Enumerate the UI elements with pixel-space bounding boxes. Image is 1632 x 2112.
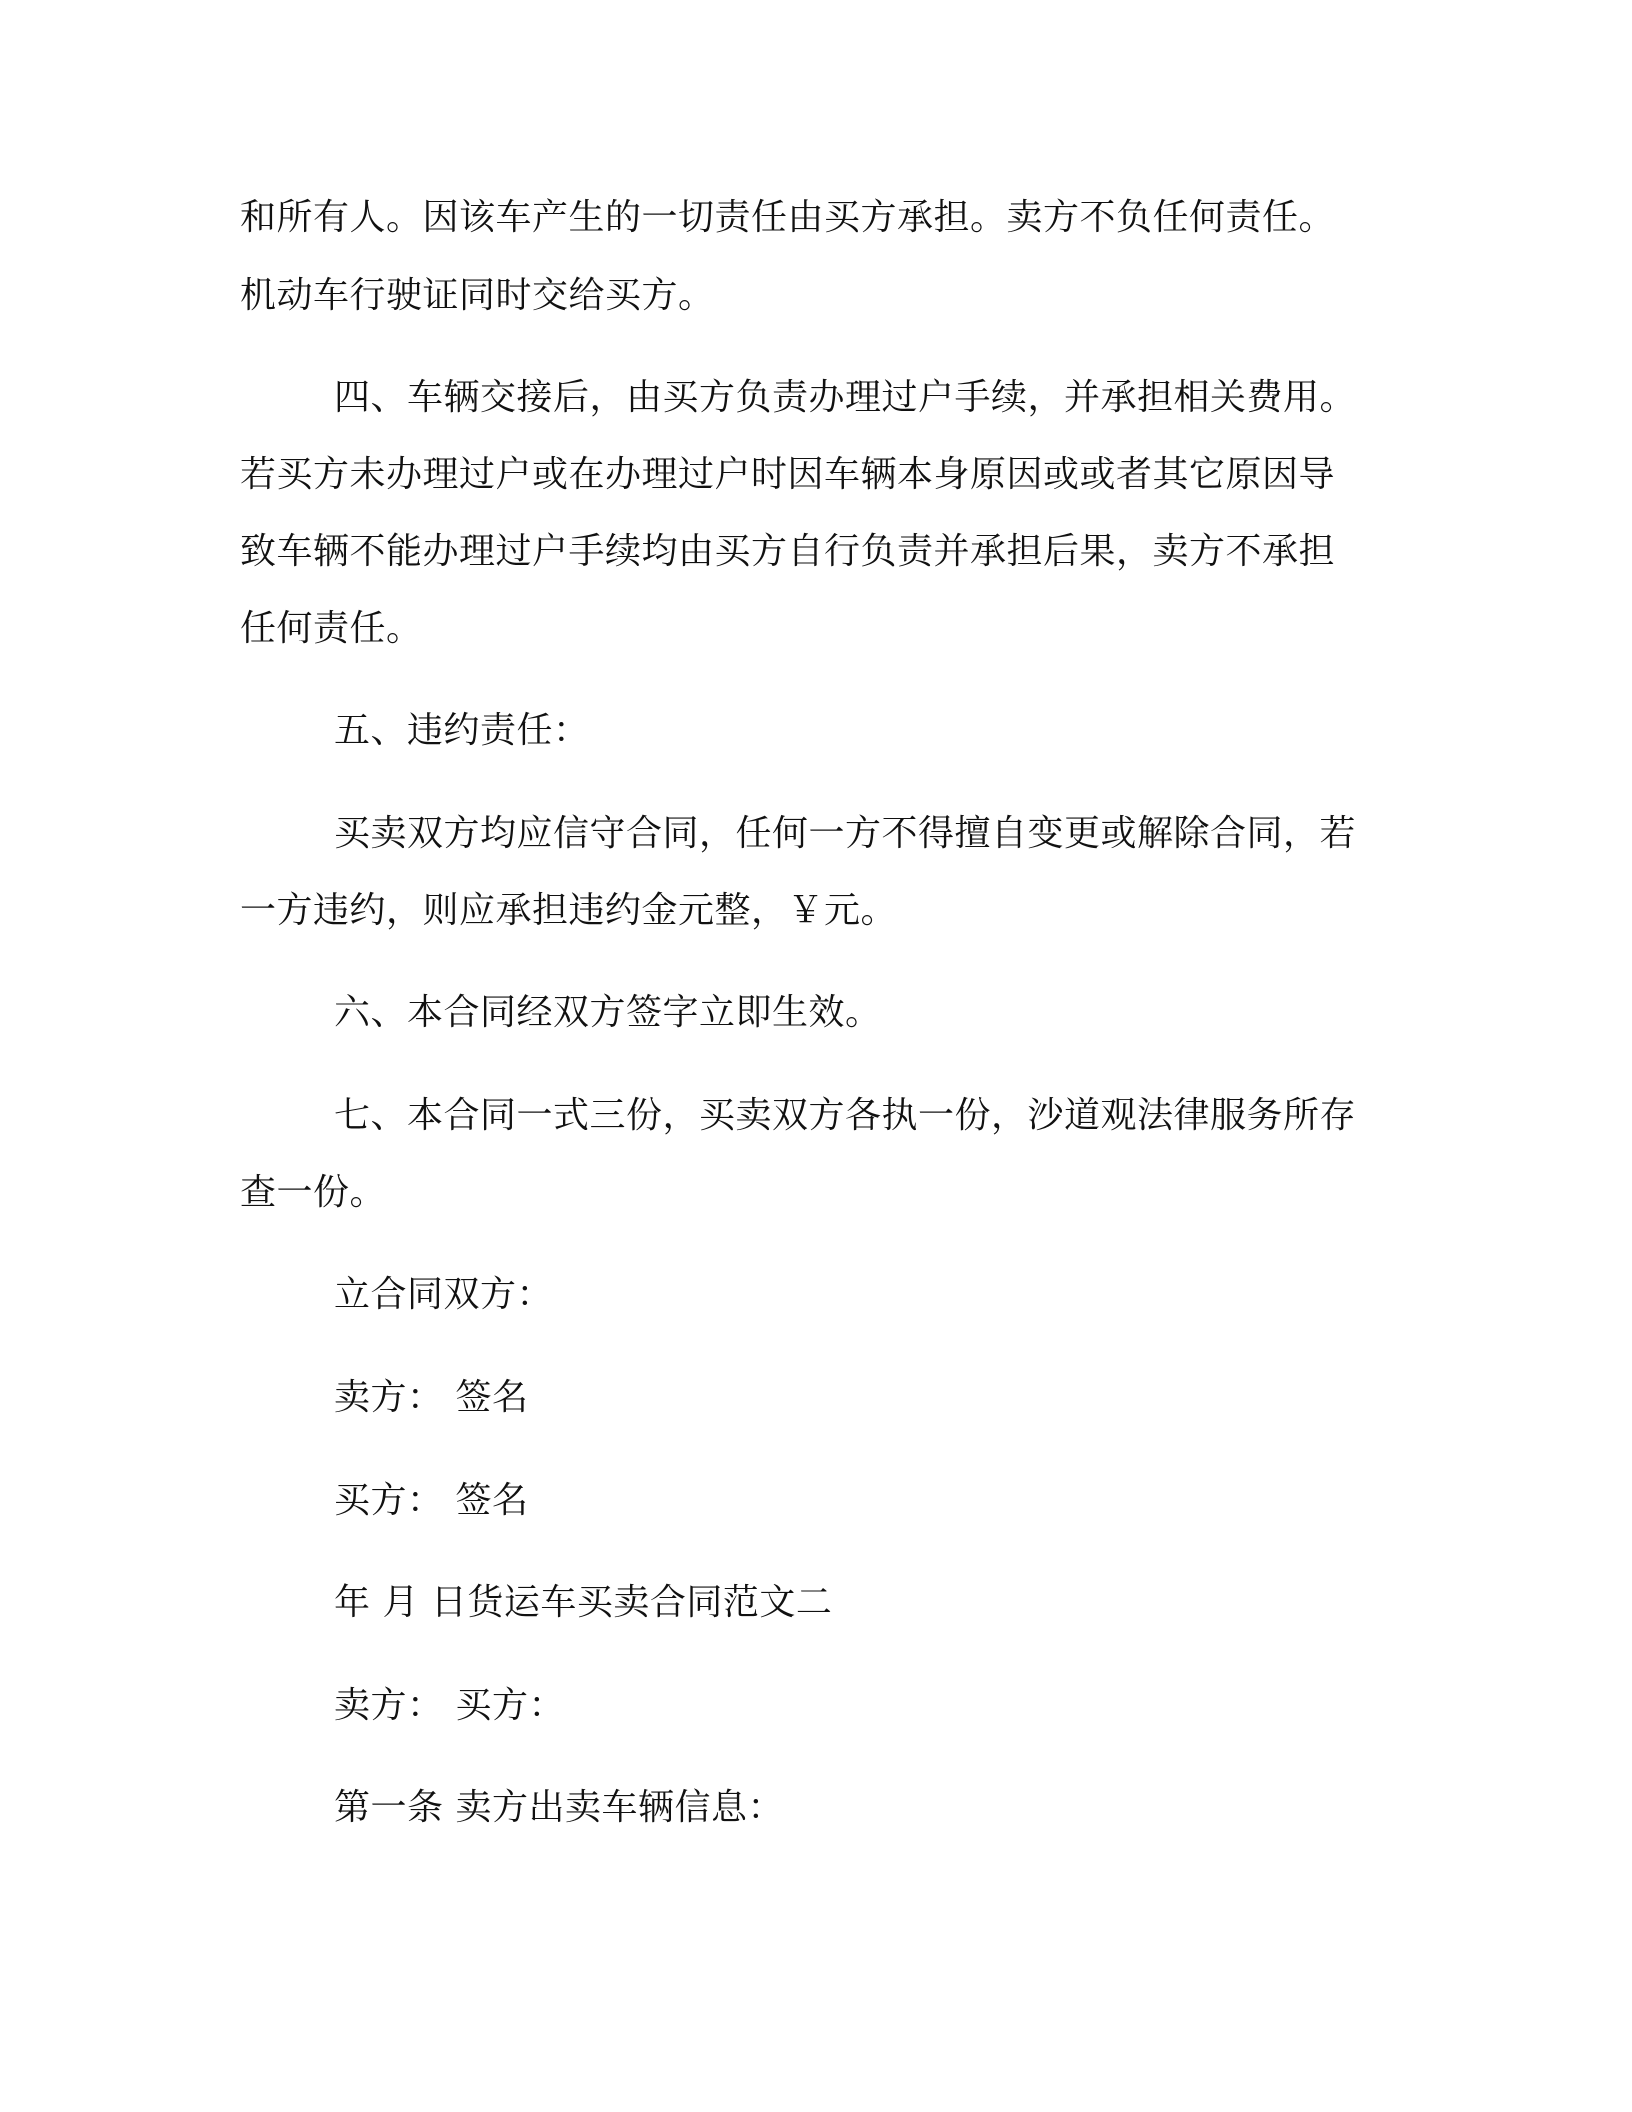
date-and-title-line: 年 月 日货运车买卖合同范文二 — [334, 1582, 833, 1623]
clause-7-line: 七、本合同一式三份，买卖双方各执一份，沙道观法律服务所存 — [334, 1095, 1357, 1136]
clause-5-heading: 五、违约责任： — [334, 710, 590, 751]
body-text-line: 任何责任。 — [240, 608, 423, 649]
body-text-line: 致车辆不能办理过户手续均由买方自行负责并承担后果，卖方不承担 — [240, 531, 1336, 572]
clause-6-line: 六、本合同经双方签字立即生效。 — [334, 992, 882, 1033]
body-text-line: 机动车行驶证同时交给买方。 — [240, 275, 715, 316]
body-text-line: 查一份。 — [240, 1172, 387, 1213]
buyer-signature-line: 买方： 签名 — [334, 1480, 529, 1521]
article-1-heading: 第一条 卖方出卖车辆信息： — [334, 1787, 784, 1828]
body-text-line: 若买方未办理过户或在办理过户时因车辆本身原因或或者其它原因导 — [240, 454, 1336, 495]
clause-4-line: 四、车辆交接后，由买方负责办理过户手续，并承担相关费用。 — [334, 377, 1357, 418]
parties-heading: 立合同双方： — [334, 1274, 554, 1315]
body-text-line: 和所有人。因该车产生的一切责任由买方承担。卖方不负任何责任。 — [240, 197, 1336, 238]
body-text-line: 一方违约，则应承担违约金元整，￥元。 — [240, 890, 898, 931]
parties-line: 卖方： 买方： — [334, 1685, 565, 1726]
body-text-line: 买卖双方均应信守合同，任何一方不得擅自变更或解除合同，若 — [334, 813, 1357, 854]
seller-signature-line: 卖方： 签名 — [334, 1377, 529, 1418]
